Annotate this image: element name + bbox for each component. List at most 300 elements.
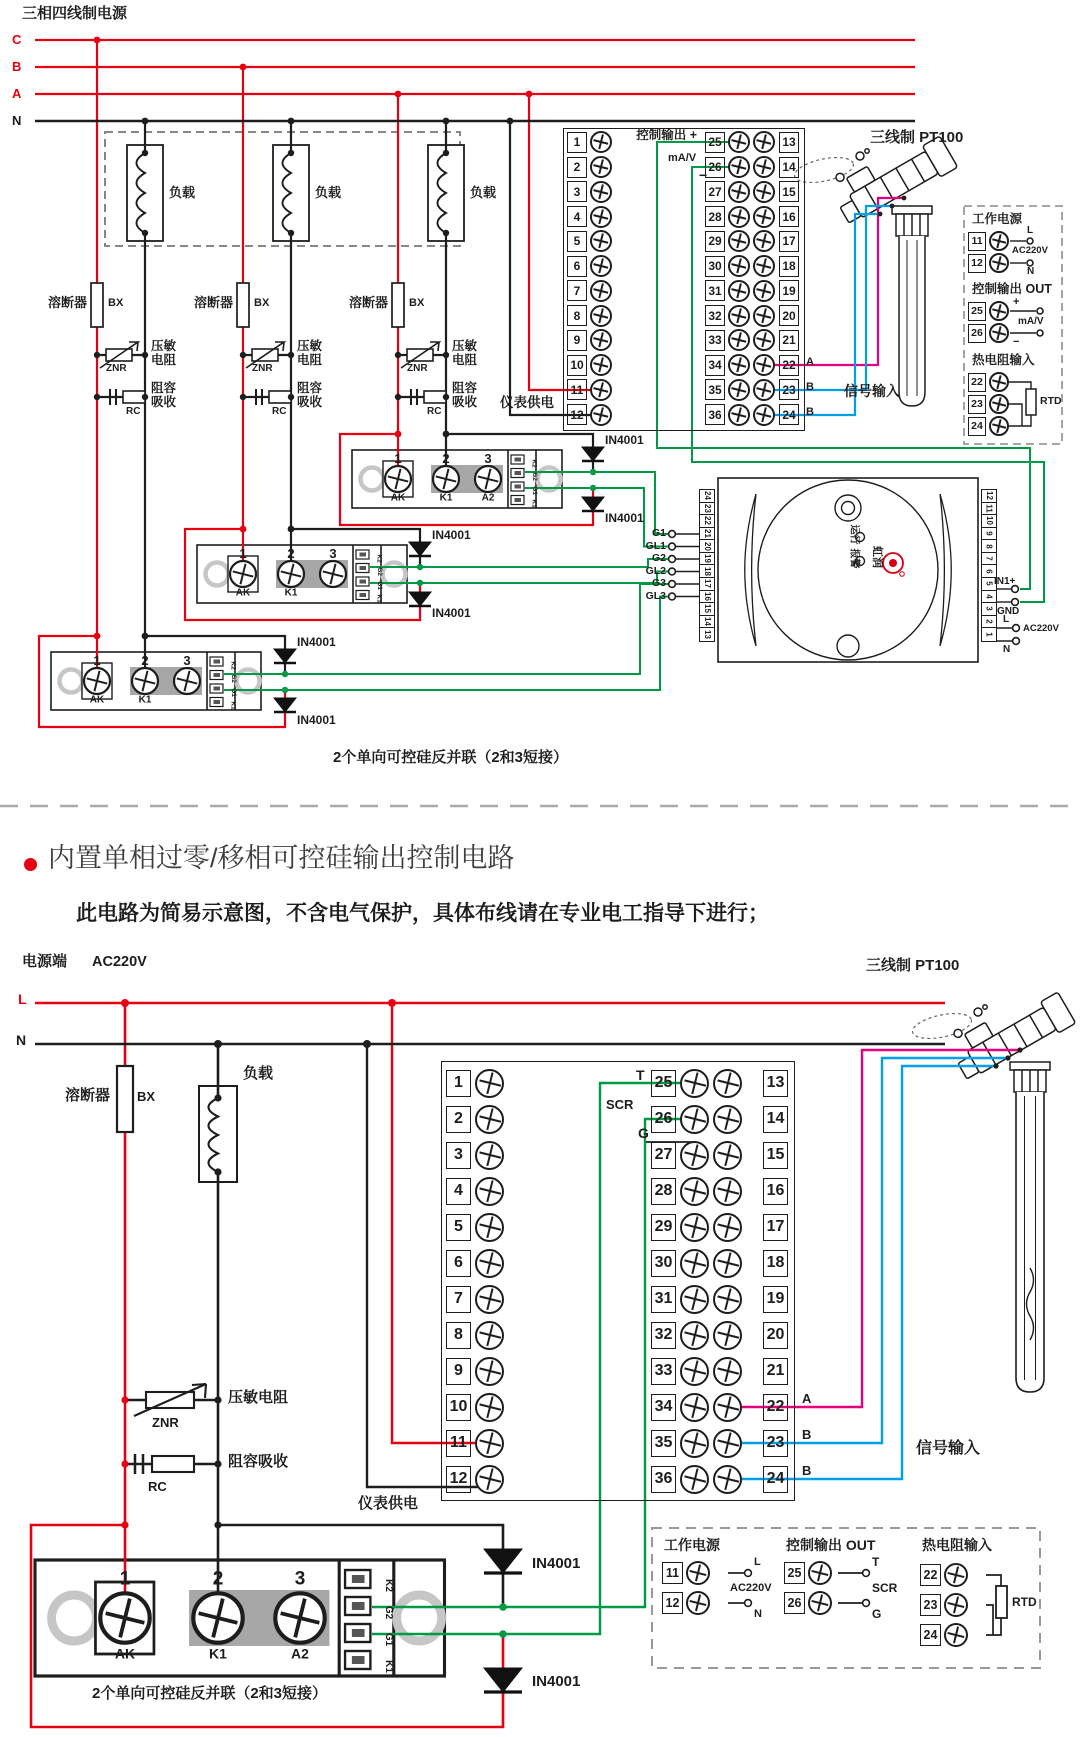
rc-2: RC: [272, 406, 287, 417]
supply-voltage: AC220V: [92, 954, 147, 970]
screw-icon: [753, 181, 775, 203]
screw-icon: [989, 372, 1009, 392]
terminal-row: 19: [763, 1281, 788, 1317]
t-label-panel: T: [872, 1555, 880, 1569]
in1-label: IN1+: [994, 576, 1016, 587]
screw-icon: [728, 181, 750, 203]
terminal-row: 16: [763, 1173, 788, 1209]
screw-icon: [590, 255, 612, 277]
screw-icon: [713, 1285, 742, 1314]
screw-icon: [728, 404, 750, 426]
terminal-row: 9: [567, 328, 612, 353]
screw-icon: [989, 394, 1009, 414]
screw-icon: [753, 230, 775, 252]
screw-icon: [753, 329, 775, 351]
fuse-code-3: BX: [409, 297, 425, 309]
strip-cell: 2: [982, 616, 996, 629]
terminal-row: 20: [779, 303, 799, 328]
diode-label: IN4001: [432, 528, 471, 542]
terminal-row: 3: [446, 1137, 504, 1173]
screw-icon: [475, 1249, 504, 1278]
terminal-row: 31: [705, 279, 775, 304]
screw-icon: [713, 1321, 742, 1350]
fuse-label-2: 溶断器: [193, 295, 233, 310]
screw-icon: [753, 404, 775, 426]
wiring-diagram-page: 三相四线制电源 C B A N 负载 负载 负载 溶断器 溶断器 溶断器 BX BX BX 压敏电阻 压敏电阻 压敏电阻 ZNR ZNR ZNR 阻容吸收 阻容吸收 阻容吸收 RC RC RC 1 2 3 AK K1 A2 K2 G2 G1 K1 1 2 3 AK K1 K2 G2 G1 K1 1 2 3 AK K1 K2 G2 G1 K1 IN4001 IN4001 IN4001 IN4001 IN4001 IN4001 2个单向可控硅反并联（2和3短接） 1 2 3 4 5 6 7 8 9 10 11 12 25 26 27 28 29 30 31 32 33 34 35 36 13 14 15 16 17 18 19 20 21 22 23 24 控制输出 + mA/V − 仪表供电 A B B 信号输入 三线制 PT100 G1 GL1 G2 GL2 G3 GL3 24 23 22 21 20 19 18 17 16 15 14 13 12 11 10 9 8 7 6 5 4 3 2 1 运行 报警 虹润 IN1+ GND L AC220V N 工作电源 11 12 L AC220V N 控制输出 OUT 25 26 + mA/V − 热电阻输入 22 23 24 RTD 内置单相过零/移相可控硅输出控制电路 此电路为简易示意图，不含电气保护，具体布线请在专业电工指导下进行； 电源端 AC220V L N 溶断器 BX 负载 压敏电阻 ZNR 阻容吸收 RC 仪表供电 1 2 3 4 5 6 7 8 9 10 11 12 25 26 27 28 29 30 31 32 33 34 35 36 13 14 15 16 17 18 19 20 21 22 23 24 T SCR G A B B 信号输入 三线制 PT100 1 2 3 AK K1 A2 K2 G2 G1 K1 IN4001 IN4001 2个单向可控硅反并联（2和3短接） 工作电源 11 12 L AC220V N 控制输出 OUT 25 26 T SCR G 热电阻输入 22 23 24 RTD: [0, 0, 1080, 1737]
strip-cell: 18: [700, 565, 714, 578]
strip-cell: 16: [700, 591, 714, 604]
rtd-terminals-top: 22 23 24: [968, 371, 1009, 437]
rc-bottom: RC: [148, 1479, 167, 1494]
screw-icon: [590, 404, 612, 426]
work-power-title-bottom: 工作电源: [664, 1537, 720, 1553]
terminal-row: 27: [705, 180, 775, 205]
screw-icon: [944, 1593, 968, 1617]
strip-cell: 14: [700, 616, 714, 629]
strip-cell: 17: [700, 578, 714, 591]
pt100-label-bottom: 三线制 PT100: [866, 957, 960, 974]
signal-b-label-bottom: B: [802, 1463, 812, 1478]
terminal-row: 2: [446, 1101, 504, 1137]
gate-label: GL1: [645, 539, 666, 552]
diode-label: IN4001: [532, 1673, 581, 1690]
screw-icon: [475, 1213, 504, 1242]
pt100-sensor-bottom: [910, 976, 1075, 1392]
screw-icon: [680, 1393, 709, 1422]
ctrl-output-plus-label: 控制输出 +: [636, 128, 697, 142]
screw-icon: [753, 255, 775, 277]
terminal-row: 11: [567, 378, 612, 403]
caption-antiparallel-bottom: 2个单向可控硅反并联（2和3短接）: [92, 1685, 328, 1702]
terminal-row: 13: [779, 130, 799, 155]
varistor-label-bottom: 压敏电阻: [228, 1389, 289, 1406]
alarm-label: 报警: [848, 548, 860, 569]
screw-icon: [680, 1177, 709, 1206]
znr-1: ZNR: [106, 363, 127, 374]
rtd-terminals-bottom: 22 23 24: [920, 1560, 968, 1650]
varistor-label-2: 压敏电阻: [297, 339, 323, 368]
screw-icon: [713, 1069, 742, 1098]
screw-icon: [713, 1105, 742, 1134]
screw-icon: [944, 1563, 968, 1587]
gnd-label: GND: [997, 606, 1020, 617]
terminal-row: 8: [567, 303, 612, 328]
terminal-col-25-36-bottom: [651, 1065, 742, 1497]
screw-icon: [753, 354, 775, 376]
terminal-col-1-12-bottom: [446, 1065, 504, 1497]
snubber-label-3: 阻容吸收: [452, 381, 478, 410]
diode-label: IN4001: [605, 511, 644, 525]
varistor-label-3: 压敏电阻: [452, 339, 478, 368]
screw-icon: [728, 379, 750, 401]
diode-label: IN4001: [297, 713, 336, 727]
strip-cell: 9: [982, 528, 996, 541]
rtd-label-bottom: RTD: [1012, 1595, 1037, 1609]
screw-icon: [680, 1249, 709, 1278]
diode-label: IN4001: [297, 635, 336, 649]
gate-label: G3: [651, 577, 666, 590]
strip-cell: 22: [700, 515, 714, 528]
signal-input-label-top: 信号输入: [844, 383, 900, 399]
terminal-row: 20: [763, 1317, 788, 1353]
terminal-row: 3: [567, 180, 612, 205]
terminal-col-13-24-bottom: [763, 1065, 788, 1497]
fuse-label-1: 溶断器: [47, 295, 87, 310]
ac220v-label-panel-bottom: AC220V: [730, 1582, 772, 1594]
terminal-col-25-36: [705, 130, 775, 427]
strip-cell: 11: [982, 503, 996, 516]
screw-icon: [680, 1213, 709, 1242]
terminal-row: 36: [651, 1461, 742, 1497]
l-label-panel: L: [1027, 225, 1034, 236]
terminal-col-13-24: [779, 130, 799, 427]
terminal-row: 11: [446, 1425, 504, 1461]
ctrl-out-title-top: 控制输出 OUT: [972, 282, 1052, 296]
fuse-code-2: BX: [254, 297, 270, 309]
screw-icon: [753, 131, 775, 153]
signal-a-label: A: [806, 356, 814, 368]
fuse-code-1: BX: [108, 297, 124, 309]
znr-2: ZNR: [252, 363, 273, 374]
screw-icon: [989, 253, 1009, 273]
screw-icon: [590, 280, 612, 302]
phase-label: C: [12, 32, 22, 47]
terminal-row: 23: [763, 1425, 788, 1461]
terminal-row: 16: [779, 204, 799, 229]
signal-input-label-bottom: 信号输入: [916, 1440, 981, 1457]
terminal-row: 6: [446, 1245, 504, 1281]
rc-3: RC: [427, 406, 442, 417]
terminal-row: 5: [446, 1209, 504, 1245]
load-label-1: 负载: [169, 185, 196, 200]
pt100-label-top: 三线制 PT100: [870, 129, 964, 146]
work-power-terminals-bottom: 11 12: [662, 1558, 710, 1618]
terminal-row: 4: [446, 1173, 504, 1209]
screw-icon: [713, 1141, 742, 1170]
terminal-row: 10: [446, 1389, 504, 1425]
terminal-row: 14: [779, 155, 799, 180]
module-screws: [84, 466, 501, 1643]
terminal-row: 31: [651, 1281, 742, 1317]
screw-icon: [713, 1429, 742, 1458]
terminal-row: 27: [651, 1137, 742, 1173]
screw-icon: [680, 1429, 709, 1458]
ac220v-label-panel: AC220V: [1012, 245, 1048, 256]
terminal-row: 13: [763, 1065, 788, 1101]
terminal-row: 23: [779, 378, 799, 403]
terminal-row: 2: [567, 155, 612, 180]
screw-icon: [475, 1465, 504, 1494]
terminal-row: 33: [651, 1353, 742, 1389]
t-label: T: [636, 1067, 645, 1083]
terminal-row: 7: [446, 1281, 504, 1317]
screw-icon: [680, 1465, 709, 1494]
rtd-label-top: RTD: [1040, 395, 1062, 407]
n-label-panel: N: [1027, 266, 1035, 277]
l-label-panel-bottom: L: [754, 1556, 761, 1568]
screw-icon: [989, 231, 1009, 251]
rtd-title-top: 热电阻输入: [972, 353, 1035, 367]
screw-icon: [686, 1561, 710, 1585]
terminal-row: 10: [567, 353, 612, 378]
g-label-panel: G: [872, 1607, 882, 1621]
screw-icon: [728, 230, 750, 252]
ctrl-out-title-bottom: 控制输出 OUT: [786, 1537, 876, 1553]
plus-label-panel: +: [1013, 296, 1020, 308]
diode-label: IN4001: [432, 606, 471, 620]
phase-label: N: [12, 113, 22, 128]
terminal-row: 28: [705, 204, 775, 229]
terminal-row: 26: [651, 1101, 742, 1137]
terminal-row: 22: [763, 1389, 788, 1425]
screw-icon: [728, 354, 750, 376]
screw-icon: [944, 1623, 968, 1647]
strip-cell: 23: [700, 503, 714, 516]
screw-icon: [728, 280, 750, 302]
strip-cell: 10: [982, 515, 996, 528]
load-label-3: 负载: [470, 185, 497, 200]
terminal-row: 19: [779, 279, 799, 304]
terminal-row: 9: [446, 1353, 504, 1389]
ctrl-out-terminals-top: 25 26: [968, 300, 1009, 344]
g-label: G: [638, 1125, 649, 1141]
screw-icon: [728, 305, 750, 327]
screw-icon: [728, 131, 750, 153]
section2-heading: 内置单相过零/移相可控硅输出控制电路: [48, 843, 515, 873]
screw-icon: [728, 329, 750, 351]
inst-power-label-top: 仪表供电: [500, 395, 554, 410]
strip-cell: 4: [982, 591, 996, 604]
snubber-label-bottom: 阻容吸收: [228, 1453, 289, 1470]
line-l-label: L: [18, 991, 27, 1007]
screw-icon: [475, 1141, 504, 1170]
terminal-row: 35: [705, 378, 775, 403]
strip-cell: 5: [982, 578, 996, 591]
screw-icon: [680, 1357, 709, 1386]
terminal-row: 34: [705, 353, 775, 378]
screw-icon: [680, 1285, 709, 1314]
controller-right-strip: [981, 489, 997, 642]
screw-icon: [590, 305, 612, 327]
terminal-row: 12: [567, 402, 612, 427]
terminal-row: 12: [446, 1461, 504, 1497]
terminal-row: 17: [763, 1209, 788, 1245]
terminal-row: 21: [763, 1353, 788, 1389]
screw-icon: [590, 329, 612, 351]
fuse-code-bottom: BX: [137, 1089, 156, 1104]
terminal-row: 26: [705, 155, 775, 180]
ac220v-label-ctrl: AC220V: [1023, 623, 1059, 634]
snubber-label-1: 阻容吸收: [151, 381, 177, 410]
terminal-row: 24: [763, 1461, 788, 1497]
gate-label: GL3: [645, 589, 666, 602]
n-label-ctrl: N: [1003, 644, 1011, 655]
brand-label: 虹润: [871, 546, 884, 569]
terminal-row: 15: [763, 1137, 788, 1173]
terminal-row: 22: [779, 353, 799, 378]
section2-note: 此电路为简易示意图，不含电气保护，具体布线请在专业电工指导下进行；: [76, 902, 769, 925]
terminal-row: 18: [779, 254, 799, 279]
section1-title: 三相四线制电源: [22, 5, 128, 22]
screw-icon: [680, 1321, 709, 1350]
terminal-row: 21: [779, 328, 799, 353]
gate-label: G2: [651, 552, 666, 565]
strip-cell: 24: [700, 490, 714, 503]
screw-icon: [728, 206, 750, 228]
screw-icon: [808, 1591, 832, 1615]
heading-bullet: [24, 858, 37, 871]
terminal-row: 8: [446, 1317, 504, 1353]
scr-label-panel: SCR: [872, 1581, 898, 1595]
screw-icon: [680, 1105, 709, 1134]
pt100-sensor-top: [792, 120, 957, 406]
phase-labels: [12, 26, 21, 134]
terminal-row: 7: [567, 279, 612, 304]
load-label-bottom: 负载: [243, 1065, 274, 1082]
screw-icon: [475, 1177, 504, 1206]
terminal-row: 1: [567, 130, 612, 155]
screw-icon: [475, 1429, 504, 1458]
scr-label: SCR: [606, 1097, 634, 1112]
screw-icon: [728, 255, 750, 277]
caption-antiparallel-top: 2个单向可控硅反并联（2和3短接）: [333, 749, 569, 766]
diode-label: IN4001: [532, 1555, 581, 1572]
screw-icon: [728, 156, 750, 178]
work-power-terminals-top: 11 12: [968, 230, 1009, 274]
l-label-ctrl: L: [1003, 614, 1010, 625]
phase-label: A: [12, 86, 22, 101]
strip-cell: 15: [700, 603, 714, 616]
screw-icon: [680, 1069, 709, 1098]
terminal-row: 6: [567, 254, 612, 279]
screw-icon: [475, 1321, 504, 1350]
strip-cell: 12: [982, 490, 996, 503]
terminal-row: 33: [705, 328, 775, 353]
inst-power-label-bottom: 仪表供电: [358, 1495, 419, 1512]
run-label: 运行: [848, 524, 860, 545]
screw-icon: [753, 156, 775, 178]
signal-b-label: B: [806, 381, 814, 393]
signal-b-label: B: [806, 406, 814, 418]
screw-icon: [713, 1465, 742, 1494]
load-label-2: 负载: [315, 185, 342, 200]
screw-icon: [590, 230, 612, 252]
screw-icon: [590, 181, 612, 203]
terminal-col-1-12: [567, 130, 612, 427]
terminal-row: 5: [567, 229, 612, 254]
mav-label: mA/V: [668, 152, 697, 164]
minus-label-panel: −: [1013, 336, 1020, 348]
terminal-row: 14: [763, 1101, 788, 1137]
screw-icon: [989, 323, 1009, 343]
terminal-row: 1: [446, 1065, 504, 1101]
terminal-row: 32: [651, 1317, 742, 1353]
strip-cell: 6: [982, 565, 996, 578]
terminal-row: 15: [779, 180, 799, 205]
gate-label: GL2: [645, 564, 666, 577]
screw-icon: [475, 1357, 504, 1386]
terminal-row: 4: [567, 204, 612, 229]
terminal-row: 25: [705, 130, 775, 155]
screw-icon: [713, 1393, 742, 1422]
ctrl-out-terminals-bottom: 25 26: [784, 1558, 832, 1618]
screw-icon: [590, 206, 612, 228]
supply-label: 电源端: [22, 953, 68, 970]
mav-label-panel: mA/V: [1018, 316, 1044, 327]
terminal-row: 30: [705, 254, 775, 279]
gate-labels: [610, 527, 666, 602]
screw-icon: [753, 379, 775, 401]
terminal-row: 36: [705, 402, 775, 427]
strip-cell: 3: [982, 603, 996, 616]
screw-icon: [713, 1177, 742, 1206]
minus-label: −: [699, 167, 708, 183]
screw-icon: [680, 1141, 709, 1170]
rtd-title-bottom: 热电阻输入: [922, 1537, 992, 1553]
screw-icon: [475, 1069, 504, 1098]
screw-icon: [590, 379, 612, 401]
screw-icon: [713, 1249, 742, 1278]
terminal-row: 18: [763, 1245, 788, 1281]
strip-cell: 21: [700, 528, 714, 541]
n-label-panel-bottom: N: [754, 1608, 762, 1620]
screw-icon: [713, 1213, 742, 1242]
phase-label: B: [12, 59, 22, 74]
strip-cell: 19: [700, 553, 714, 566]
diode-label: IN4001: [605, 433, 644, 447]
strip-cell: 8: [982, 540, 996, 553]
znr-bottom: ZNR: [152, 1415, 179, 1430]
screw-icon: [475, 1393, 504, 1422]
strip-cell: 13: [702, 630, 712, 640]
terminal-row: 24: [779, 402, 799, 427]
strip-cell: 7: [982, 553, 996, 566]
terminal-row: 28: [651, 1173, 742, 1209]
screw-icon: [713, 1357, 742, 1386]
screw-icon: [475, 1285, 504, 1314]
controller-left-strip: [699, 489, 715, 642]
varistor-label-1: 压敏电阻: [151, 339, 177, 368]
screw-icon: [989, 301, 1009, 321]
screw-icon: [989, 416, 1009, 436]
terminal-row: 29: [705, 229, 775, 254]
line-n-label: N: [16, 1032, 27, 1048]
fuse-label-3: 溶断器: [348, 295, 388, 310]
screw-icon: [590, 354, 612, 376]
screw-icon: [753, 280, 775, 302]
signal-b-label-bottom: B: [802, 1427, 812, 1442]
gate-label: G1: [651, 527, 666, 539]
strip-cell: 20: [700, 540, 714, 553]
terminal-row: 34: [651, 1389, 742, 1425]
screw-icon: [475, 1105, 504, 1134]
snubber-label-2: 阻容吸收: [297, 381, 323, 410]
fuse-label-bottom: 溶断器: [64, 1087, 110, 1104]
screw-icon: [590, 156, 612, 178]
terminal-row: 29: [651, 1209, 742, 1245]
terminal-row: 35: [651, 1425, 742, 1461]
trigger-controller: [718, 478, 978, 662]
terminal-row: 17: [779, 229, 799, 254]
screw-icon: [686, 1591, 710, 1615]
signal-a-label-bottom: A: [802, 1391, 812, 1406]
screw-icon: [808, 1561, 832, 1585]
screw-icon: [753, 206, 775, 228]
work-power-title-top: 工作电源: [972, 212, 1023, 226]
terminal-row: 32: [705, 303, 775, 328]
strip-cell: 1: [984, 632, 994, 637]
rc-1: RC: [126, 406, 141, 417]
